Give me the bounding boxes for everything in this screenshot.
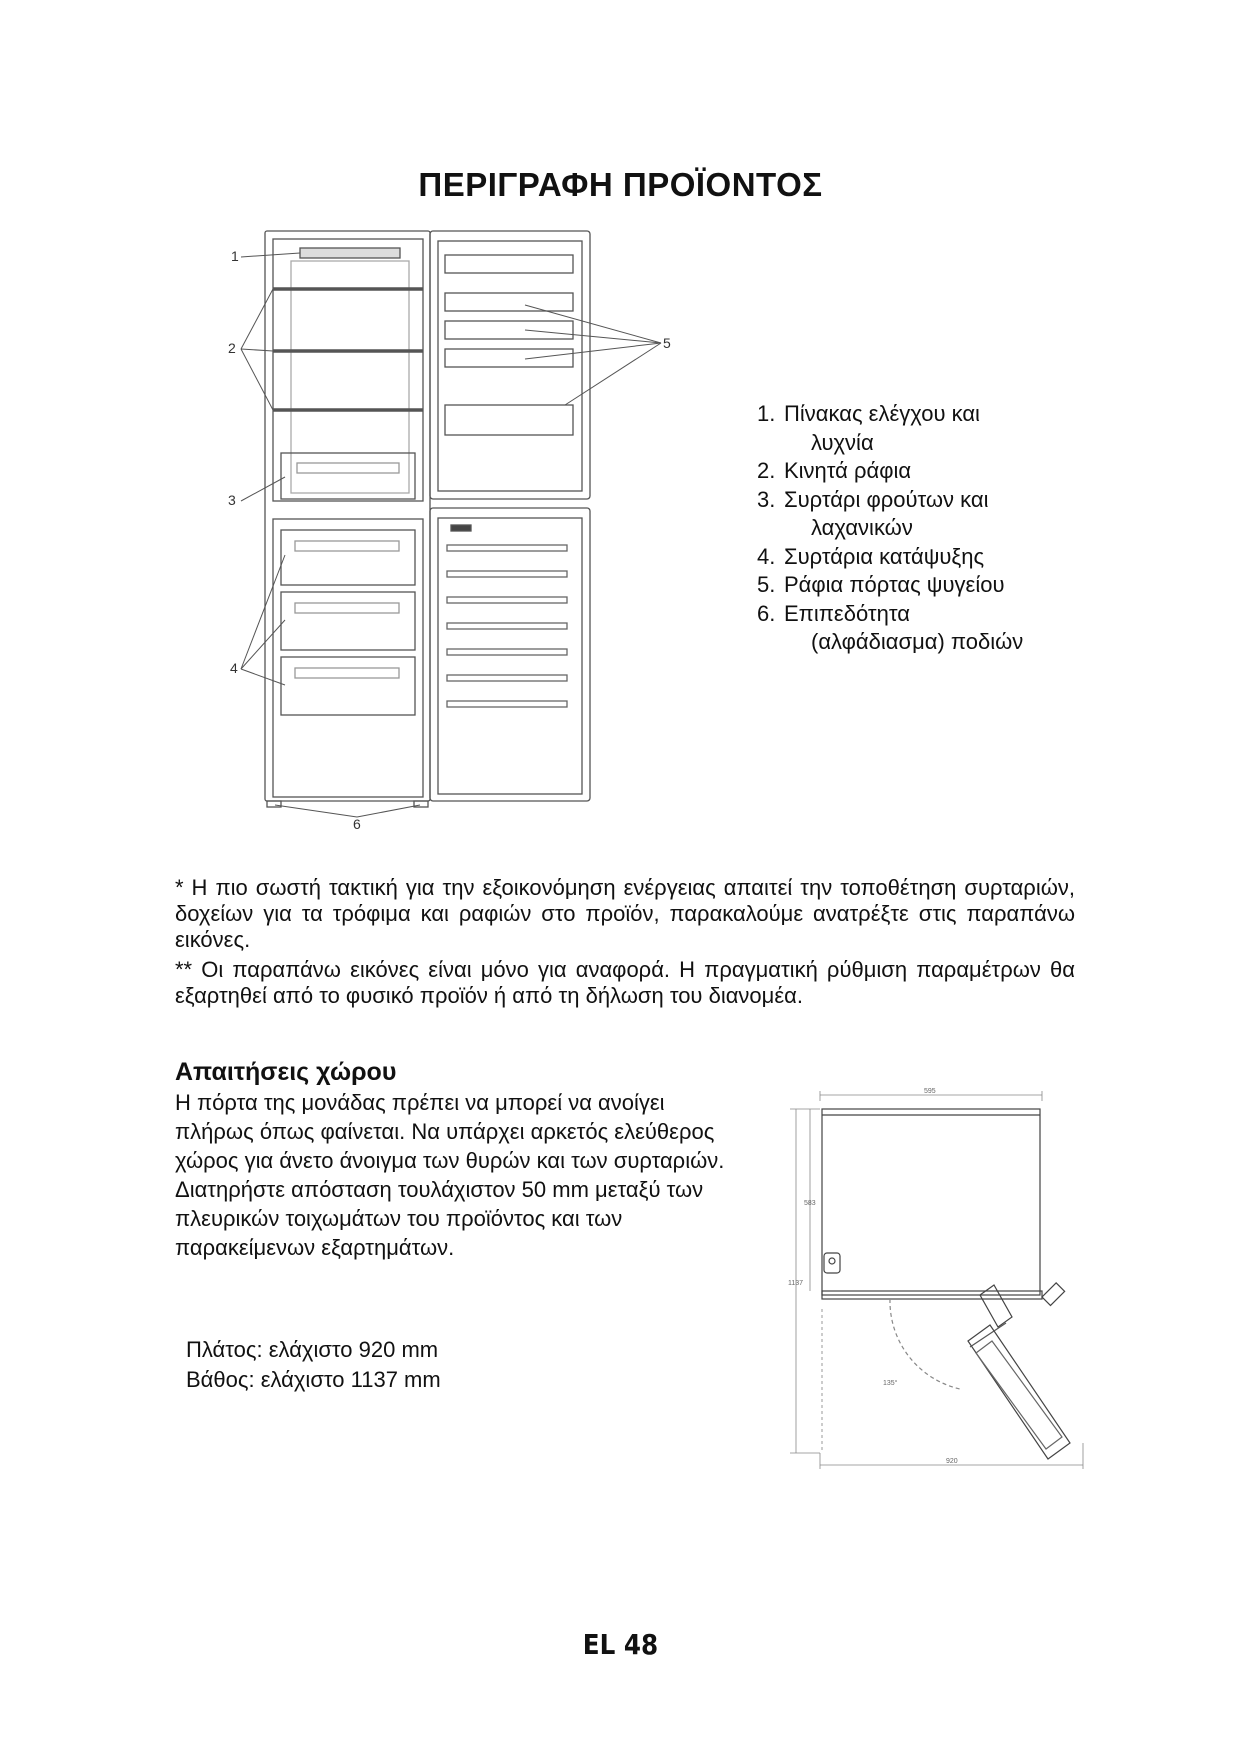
width-requirement: Πλάτος: ελάχιστο 920 mm xyxy=(186,1337,439,1362)
legend-text: Ράφια πόρτας ψυγείου xyxy=(784,572,1005,597)
legend-item xyxy=(757,400,1084,457)
legend-text: Συρτάρι φρούτων και xyxy=(784,486,989,512)
legend-number: 5. xyxy=(757,572,776,597)
callout-6: 6 xyxy=(353,816,361,832)
space-paragraph: Η πόρτα της μονάδας πρέπει να μπορεί να ανοίγει πλήρως όπως φαίνεται. Να υπάρχει αρκετός ελεύθερος χώρος για άνετο άνοιγμα των θυρών και των συρταριών. xyxy=(175,1090,725,1173)
section-body xyxy=(175,1088,735,1262)
legend-text: Επιπεδότητα xyxy=(784,600,910,626)
legend-text-cont: λαχανικών xyxy=(811,515,913,540)
page-number: EL 48 xyxy=(582,1628,659,1661)
legend-number: 2. xyxy=(757,458,776,483)
callout-1: 1 xyxy=(231,248,239,264)
legend-item xyxy=(757,457,1084,486)
legend-text-cont: λυχνία xyxy=(811,429,874,455)
dim-left: 1137 xyxy=(788,1280,804,1287)
legend-number: 4. xyxy=(757,543,776,569)
legend-number: 1. xyxy=(757,401,776,426)
space-diagram xyxy=(780,1085,1095,1470)
legend-item xyxy=(757,571,1084,600)
legend-item xyxy=(757,486,1084,543)
section-heading: Απαιτήσεις χώρου xyxy=(175,1058,397,1086)
legend-text-cont: (αλφάδιασμα) ποδιών xyxy=(811,629,1024,654)
legend-text: Κινητά ράφια xyxy=(784,458,912,483)
note-reference xyxy=(175,957,1075,1009)
depth-requirement: Βάθος: ελάχιστο 1137 mm xyxy=(186,1367,441,1392)
note-energy xyxy=(175,875,1075,953)
legend-item xyxy=(757,600,1084,657)
dim-top: 595 xyxy=(924,1088,936,1095)
dim-side: 583 xyxy=(804,1200,816,1207)
callout-3: 3 xyxy=(228,492,236,508)
legend-number: 3. xyxy=(757,486,776,512)
legend-item xyxy=(757,543,1084,572)
space-paragraph: Διατηρήστε απόσταση τουλάχιστον 50 mm μεταξύ των πλευρικών τοιχωμάτων του προϊόντος και των παρακείμενων εξαρτημάτων. xyxy=(175,1177,704,1260)
legend-text: Συρτάρια κατάψυξης xyxy=(784,543,985,569)
page-title: ΠΕΡΙΓΡΑΦΗ ΠΡΟΪΟΝΤΟΣ xyxy=(418,166,823,203)
callout-2: 2 xyxy=(228,340,236,356)
dimensions xyxy=(186,1335,441,1395)
dim-bottom: 920 xyxy=(946,1458,958,1465)
callout-4: 4 xyxy=(230,660,238,676)
legend-text: Πίνακας ελέγχου και xyxy=(784,401,980,426)
note-energy-text: * Η πιο σωστή τακτική για την εξοικονόμηση ενέργειας απαιτεί την τοποθέτηση συρταριών, δοχείων για τα τρόφιμα και ραφιών στο προϊόν, παρακαλούμε ανατρέξτε στις παραπάνω εικόνες. xyxy=(175,875,1075,952)
legend-list xyxy=(757,400,1084,657)
note-reference-text: ** Οι παραπάνω εικόνες είναι μόνο για αναφορά. Η πραγματική ρύθμιση παραμέτρων θα εξαρτηθεί από το φυσικό προϊόν ή από τη δήλωση του διανομέα. xyxy=(175,957,1075,1008)
legend-number: 6. xyxy=(757,600,776,626)
dim-angle: 135° xyxy=(883,1380,898,1387)
fridge-diagram xyxy=(225,225,695,845)
callout-5: 5 xyxy=(663,335,671,351)
